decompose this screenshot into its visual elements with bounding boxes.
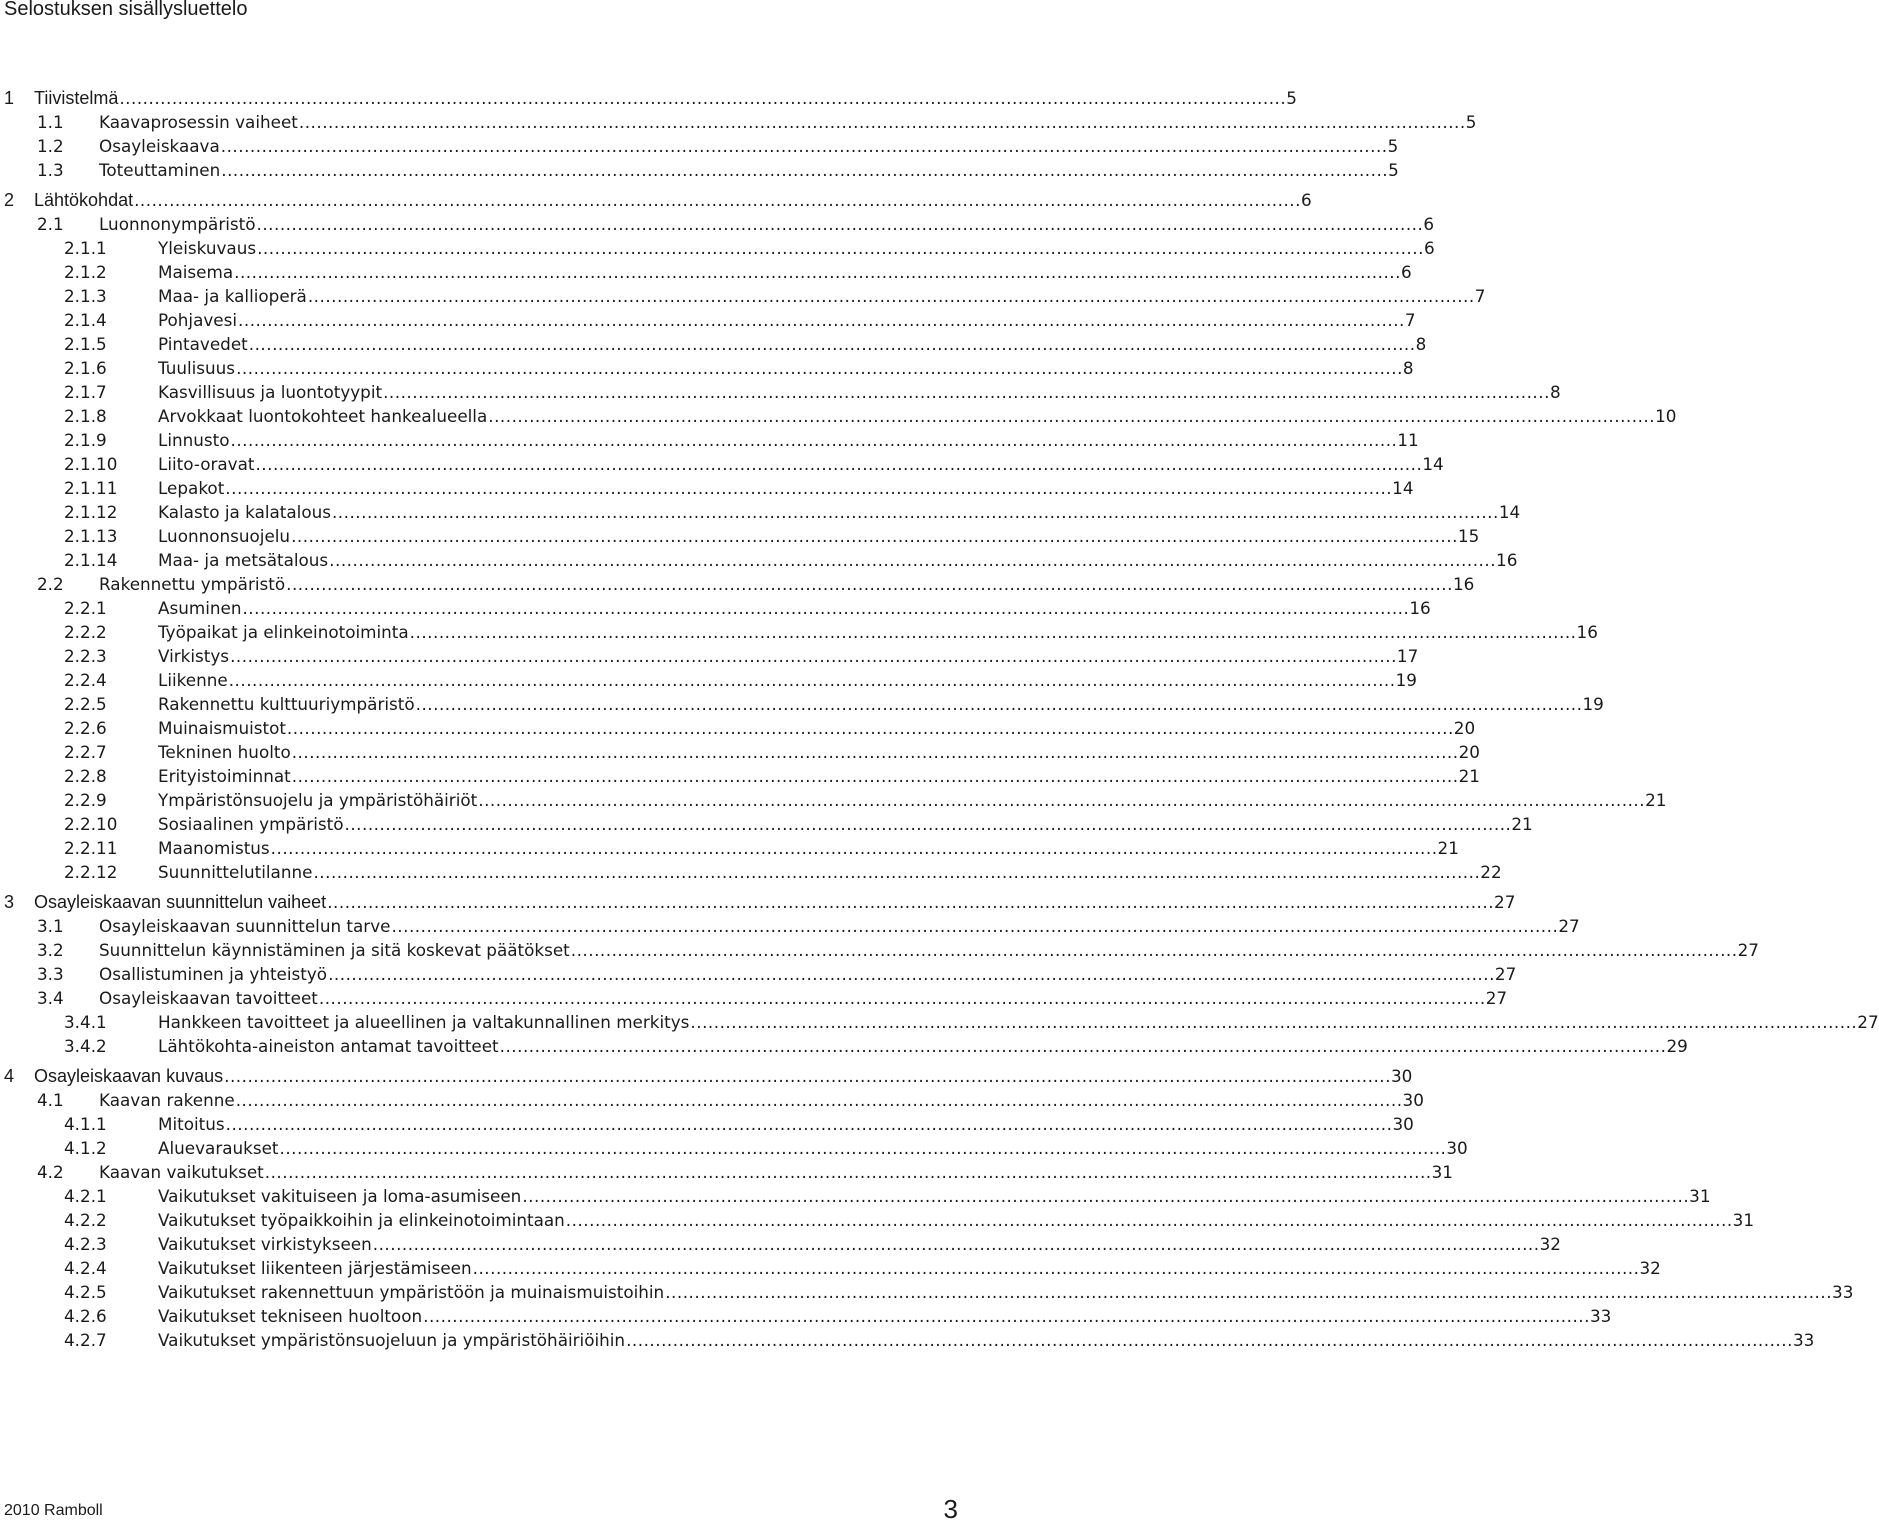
toc-entry-number: 4.2.7	[64, 1330, 107, 1350]
footer-page-number: 3	[943, 1494, 958, 1524]
toc-entry-number: 2.1.4	[64, 310, 107, 330]
toc-entry-title: Työpaikat ja elinkeinotoiminta	[158, 622, 409, 642]
toc-entry-number: 2.2.4	[64, 670, 107, 690]
toc-entry-number: 2.2.3	[64, 646, 107, 666]
toc-entry-page: 14	[1392, 478, 1414, 498]
toc-entry-number: 4.2.5	[64, 1282, 107, 1302]
toc-dot-leader: ........................................................................................................................................................................................................	[331, 502, 1499, 522]
toc-entry[interactable]	[0, 1011, 1879, 1033]
toc-entry-number: 1	[4, 88, 15, 108]
toc-dot-leader: ........................................................................................................................................................................................................	[372, 1234, 1540, 1254]
toc-entry-title: Osayleiskaavan suunnittelun tarve	[99, 916, 391, 936]
toc-entry-number: 2.1.9	[64, 430, 107, 450]
toc-entry-number: 2.2.8	[64, 766, 107, 786]
toc-entry-page: 31	[1689, 1186, 1711, 1206]
toc-entry-title: Kaavan vaikutukset	[99, 1162, 264, 1182]
toc-entry[interactable]	[0, 381, 1561, 403]
toc-entry[interactable]	[0, 987, 1508, 1009]
toc-entry[interactable]	[0, 1161, 1453, 1183]
toc-entry[interactable]	[0, 717, 1476, 739]
toc-entry-number: 4	[4, 1066, 15, 1086]
toc-entry-page: 31	[1732, 1210, 1755, 1230]
toc-entry-page: 16	[1452, 574, 1475, 594]
toc-entry-number: 1.1	[37, 112, 64, 132]
toc-entry-title: Liito-oravat	[158, 454, 255, 474]
toc-dot-leader: ........................................................................................................................................................................................................	[242, 598, 1410, 618]
toc-entry-title: Luonnonympäristö	[99, 214, 256, 234]
toc-entry-page: 8	[1402, 358, 1414, 378]
toc-dot-leader: ........................................................................................................................................................................................................	[472, 1258, 1640, 1278]
toc-entry[interactable]	[0, 789, 1667, 811]
toc-dot-leader: ........................................................................................................................................................................................................	[478, 790, 1646, 810]
toc-entry-number: 2.1.13	[64, 526, 118, 546]
toc-entry-number: 4.2.1	[64, 1186, 107, 1206]
toc-entry-title: Maa- ja metsätalous	[158, 550, 329, 570]
toc-entry-title: Vaikutukset vakituiseen ja loma-asumiseen	[158, 1186, 522, 1206]
toc-entry-number: 2.1.1	[64, 238, 107, 258]
toc-entry-page: 20	[1453, 718, 1476, 738]
toc-entry-number: 2.1.14	[64, 550, 118, 570]
toc-dot-leader: ........................................................................................................................................................................................................	[119, 88, 1287, 108]
toc-entry[interactable]	[0, 939, 1759, 961]
toc-entry-title: Suunnittelutilanne	[158, 862, 313, 882]
toc-entry-page: 16	[1409, 598, 1431, 618]
toc-entry[interactable]	[0, 837, 1459, 859]
toc-entry-page: 29	[1666, 1036, 1688, 1056]
toc-entry-number: 2.1.2	[64, 262, 107, 282]
toc-dot-leader: ........................................................................................................................................................................................................	[230, 430, 1398, 450]
toc-entry[interactable]	[0, 813, 1533, 835]
toc-entry-page: 16	[1576, 622, 1598, 642]
toc-entry[interactable]	[0, 477, 1414, 499]
toc-entry-title: Hankkeen tavoitteet ja alueellinen ja valtakunnallinen merkitys	[158, 1012, 690, 1032]
toc-entry[interactable]	[0, 597, 1431, 619]
toc-entry[interactable]	[0, 429, 1419, 451]
toc-entry-title: Pintavedet	[158, 334, 248, 354]
toc-entry-title: Maisema	[158, 262, 234, 282]
toc-dot-leader: ........................................................................................................................................................................................................	[234, 262, 1401, 282]
toc-entry-number: 2.1.5	[64, 334, 107, 354]
toc-entry-title: Rakennettu ympäristö	[99, 574, 286, 594]
toc-entry-page: 14	[1422, 454, 1444, 474]
toc-entry[interactable]	[0, 309, 1416, 331]
toc-entry[interactable]	[0, 453, 1444, 475]
toc-entry-title: Ympäristönsuojelu ja ympäristöhäiriöt	[158, 790, 478, 810]
toc-entry[interactable]	[0, 891, 1516, 913]
toc-entry-number: 3.1	[37, 916, 64, 936]
toc-entry-title: Mitoitus	[158, 1114, 225, 1134]
toc-entry-title: Virkistys	[158, 646, 230, 666]
toc-dot-leader: ........................................................................................................................................................................................................	[329, 550, 1497, 570]
toc-entry-title: Vaikutukset tekniseen huoltoon	[158, 1306, 423, 1326]
toc-dot-leader: ........................................................................................................................................................................................................	[257, 238, 1424, 258]
toc-entry[interactable]	[0, 525, 1480, 547]
toc-entry-number: 1.3	[37, 160, 64, 180]
toc-entry-page: 32	[1639, 1258, 1661, 1278]
toc-entry[interactable]	[0, 213, 1435, 235]
toc-dot-leader: ........................................................................................................................................................................................................	[522, 1186, 1690, 1206]
toc-entry[interactable]	[0, 285, 1486, 307]
toc-dot-leader: ........................................................................................................................................................................................................	[235, 1090, 1403, 1110]
toc-dot-leader: ........................................................................................................................................................................................................	[224, 1066, 1391, 1086]
toc-entry-page: 6	[1300, 190, 1312, 210]
toc-entry-number: 4.2.2	[64, 1210, 107, 1230]
toc-entry-title: Aluevaraukset	[158, 1138, 279, 1158]
toc-dot-leader: ........................................................................................................................................................................................................	[328, 964, 1495, 984]
toc-entry-title: Vaikutukset liikenteen järjestämiseen	[158, 1258, 472, 1278]
toc-dot-leader: ........................................................................................................................................................................................................	[291, 742, 1459, 762]
toc-entry[interactable]	[0, 159, 1399, 181]
toc-entry[interactable]	[0, 1209, 1755, 1231]
toc-entry-title: Rakennettu kulttuuriympäristö	[158, 694, 415, 714]
toc-entry-title: Vaikutukset virkistykseen	[158, 1234, 372, 1254]
toc-dot-leader: ........................................................................................................................................................................................................	[225, 1114, 1393, 1134]
toc-entry-page: 32	[1539, 1234, 1561, 1254]
toc-dot-leader: ........................................................................................................................................................................................................	[499, 1036, 1667, 1056]
footer-publisher: 2010 Ramboll	[4, 1502, 103, 1519]
toc-entry[interactable]	[0, 405, 1677, 427]
toc-entry-page: 27	[1857, 1012, 1879, 1032]
toc-dot-leader: ........................................................................................................................................................................................................	[415, 694, 1583, 714]
toc-dot-leader: ........................................................................................................................................................................................................	[307, 286, 1475, 306]
toc-dot-leader: ........................................................................................................................................................................................................	[230, 646, 1397, 666]
toc-entry-title: Osayleiskaavan suunnittelun vaiheet	[34, 892, 327, 912]
toc-entry-title: Lähtökohta-aineiston antamat tavoitteet	[158, 1036, 499, 1056]
toc-entry-page: 14	[1498, 502, 1521, 522]
toc-dot-leader: ........................................................................................................................................................................................................	[220, 136, 1388, 156]
toc-entry[interactable]	[0, 357, 1414, 379]
toc-entry[interactable]	[0, 1329, 1815, 1351]
toc-entry[interactable]	[0, 963, 1517, 985]
toc-entry-number: 2.2.2	[64, 622, 107, 642]
toc-dot-leader: ........................................................................................................................................................................................................	[665, 1282, 1833, 1302]
toc-dot-leader: ........................................................................................................................................................................................................	[279, 1138, 1447, 1158]
toc-entry-page: 5	[1387, 136, 1399, 156]
toc-dot-leader: ........................................................................................................................................................................................................	[286, 718, 1454, 738]
toc-entry-title: Liikenne	[158, 670, 228, 690]
toc-entry-title: Tekninen huolto	[158, 742, 291, 762]
toc-dot-leader: ........................................................................................................................................................................................................	[383, 382, 1550, 402]
toc-entry-title: Osallistuminen ja yhteistyö	[99, 964, 328, 984]
toc-entry[interactable]	[0, 693, 1604, 715]
toc-entry[interactable]	[0, 1035, 1688, 1057]
page-title: Selostuksen sisällysluettelo	[4, 0, 248, 20]
toc-entry-title: Pohjavesi	[158, 310, 238, 330]
toc-entry-title: Kaavan rakenne	[99, 1090, 235, 1110]
toc-dot-leader: ........................................................................................................................................................................................................	[298, 112, 1466, 132]
toc-entry[interactable]	[0, 549, 1518, 571]
toc-entry[interactable]	[0, 189, 1312, 211]
toc-entry-page: 27	[1558, 916, 1580, 936]
toc-entry-number: 3.4.1	[64, 1012, 107, 1032]
toc-entry[interactable]	[0, 261, 1412, 283]
toc-entry-number: 2.2.5	[64, 694, 107, 714]
toc-entry-title: Erityistoiminnat	[158, 766, 291, 786]
toc-entry-number: 2.2.12	[64, 862, 118, 882]
toc-entry-page: 33	[1832, 1282, 1854, 1302]
toc-entry-page: 21	[1645, 790, 1667, 810]
toc-entry-page: 21	[1437, 838, 1459, 858]
toc-dot-leader: ........................................................................................................................................................................................................	[228, 670, 1396, 690]
toc-dot-leader: ........................................................................................................................................................................................................	[570, 940, 1738, 960]
toc-entry-number: 2.2.10	[64, 814, 118, 834]
toc-dot-leader: ........................................................................................................................................................................................................	[236, 358, 1403, 378]
toc-entry-page: 6	[1400, 262, 1412, 282]
toc-entry-page: 6	[1423, 238, 1435, 258]
toc-dot-leader: ........................................................................................................................................................................................................	[409, 622, 1577, 642]
toc-entry-title: Linnusto	[158, 430, 230, 450]
toc-dot-leader: ........................................................................................................................................................................................................	[291, 766, 1459, 786]
toc-entry-page: 27	[1494, 964, 1517, 984]
toc-entry[interactable]	[0, 573, 1475, 595]
toc-entry-number: 2.2.9	[64, 790, 107, 810]
toc-entry-number: 2.2.1	[64, 598, 107, 618]
toc-entry[interactable]	[0, 1185, 1711, 1207]
toc-entry-page: 30	[1392, 1114, 1414, 1134]
toc-dot-leader: ........................................................................................................................................................................................................	[423, 1306, 1590, 1326]
toc-entry-page: 8	[1415, 334, 1427, 354]
toc-entry-title: Luonnonsuojelu	[158, 526, 291, 546]
toc-dot-leader: ........................................................................................................................................................................................................	[690, 1012, 1858, 1032]
toc-entry-page: 7	[1404, 310, 1416, 330]
toc-entry-page: 6	[1423, 214, 1435, 234]
toc-entry-title: Arvokkaat luontokohteet hankealueella	[158, 406, 488, 426]
toc-dot-leader: ........................................................................................................................................................................................................	[344, 814, 1512, 834]
toc-entry-page: 27	[1485, 988, 1508, 1008]
toc-entry[interactable]	[0, 1281, 1854, 1303]
toc-entry-page: 16	[1496, 550, 1518, 570]
toc-entry[interactable]	[0, 501, 1521, 523]
toc-dot-leader: ........................................................................................................................................................................................................	[270, 838, 1438, 858]
toc-entry[interactable]	[0, 645, 1419, 667]
toc-entry[interactable]	[0, 111, 1477, 133]
toc-entry-number: 2.2.11	[64, 838, 118, 858]
toc-dot-leader: ........................................................................................................................................................................................................	[264, 1162, 1432, 1182]
toc-entry[interactable]	[0, 1233, 1561, 1255]
toc-entry-title: Kasvillisuus ja luontotyypit	[158, 382, 383, 402]
toc-entry[interactable]	[0, 1305, 1612, 1327]
toc-entry-title: Yleiskuvaus	[158, 238, 257, 258]
toc-entry[interactable]	[0, 237, 1435, 259]
toc-entry-page: 30	[1446, 1138, 1468, 1158]
toc-entry-number: 2.1.7	[64, 382, 107, 402]
toc-entry-title: Vaikutukset työpaikkoihin ja elinkeinotoimintaan	[158, 1210, 565, 1230]
toc-entry-number: 2.1.12	[64, 502, 118, 522]
toc-entry-page: 5	[1465, 112, 1477, 132]
toc-entry-page: 11	[1397, 430, 1419, 450]
toc-dot-leader: ........................................................................................................................................................................................................	[221, 160, 1389, 180]
toc-entry-number: 4.1.1	[64, 1114, 107, 1134]
toc-entry-page: 21	[1458, 766, 1480, 786]
toc-entry-title: Tuulisuus	[158, 358, 236, 378]
toc-entry-number: 4.2.6	[64, 1306, 107, 1326]
toc-dot-leader: ........................................................................................................................................................................................................	[391, 916, 1559, 936]
toc-entry[interactable]	[0, 1113, 1414, 1135]
toc-dot-leader: ........................................................................................................................................................................................................	[134, 190, 1301, 210]
toc-entry-page: 21	[1511, 814, 1533, 834]
toc-dot-leader: ........................................................................................................................................................................................................	[318, 988, 1486, 1008]
toc-entry[interactable]	[0, 1137, 1468, 1159]
toc-entry-page: 33	[1792, 1330, 1815, 1350]
toc-dot-leader: ........................................................................................................................................................................................................	[225, 478, 1393, 498]
toc-entry-page: 30	[1402, 1090, 1424, 1110]
toc-dot-leader: ........................................................................................................................................................................................................	[626, 1330, 1793, 1350]
toc-entry-number: 2.1	[37, 214, 64, 234]
toc-entry-page: 5	[1388, 160, 1399, 180]
toc-entry-title: Tiivistelmä	[34, 88, 119, 108]
toc-entry-number: 3.3	[37, 964, 64, 984]
toc-entry-title: Lähtökohdat	[34, 190, 134, 210]
toc-entry-number: 3.4	[37, 988, 64, 1008]
toc-entry-title: Toteuttaminen	[99, 160, 221, 180]
toc-entry-page: 30	[1390, 1066, 1413, 1086]
toc-entry[interactable]	[0, 861, 1502, 883]
toc-dot-leader: ........................................................................................................................................................................................................	[238, 310, 1405, 330]
toc-entry-number: 2.1.10	[64, 454, 118, 474]
toc-entry-number: 2.1.8	[64, 406, 107, 426]
toc-entry-number: 2.2	[37, 574, 64, 594]
toc-entry-title: Muinaismuistot	[158, 718, 286, 738]
toc-entry[interactable]	[0, 333, 1427, 355]
toc-entry-number: 4.1	[37, 1090, 64, 1110]
toc-entry-page: 15	[1457, 526, 1480, 546]
toc-entry-page: 27	[1737, 940, 1759, 960]
toc-entry-number: 1.2	[37, 136, 64, 156]
toc-dot-leader: ........................................................................................................................................................................................................	[291, 526, 1458, 546]
toc-entry[interactable]	[0, 669, 1417, 691]
toc-entry[interactable]	[0, 915, 1580, 937]
toc-entry-page: 27	[1494, 892, 1516, 912]
toc-entry-title: Lepakot	[158, 478, 225, 498]
toc-dot-leader: ........................................................................................................................................................................................................	[256, 214, 1424, 234]
toc-entry-page: 10	[1655, 406, 1677, 426]
toc-entry-page: 7	[1474, 286, 1486, 306]
toc-entry-page: 8	[1549, 382, 1561, 402]
toc-entry-page: 20	[1458, 742, 1480, 762]
toc-entry-page: 22	[1480, 862, 1502, 882]
toc-entry-page: 5	[1286, 88, 1297, 108]
toc-entry[interactable]	[0, 1257, 1661, 1279]
toc-entry[interactable]	[0, 765, 1480, 787]
toc-entry[interactable]	[0, 1089, 1424, 1111]
toc-entry-page: 17	[1396, 646, 1419, 666]
toc-entry-title: Maanomistus	[158, 838, 270, 858]
toc-entry-title: Osayleiskaava	[99, 136, 220, 156]
toc-entry-title: Maa- ja kallioperä	[158, 286, 307, 306]
toc-entry[interactable]	[0, 87, 1297, 109]
toc-entry-title: Kalasto ja kalatalous	[158, 502, 331, 522]
toc-entry-number: 4.1.2	[64, 1138, 107, 1158]
toc-entry-title: Suunnittelun käynnistäminen ja sitä koskevat päätökset	[99, 940, 570, 960]
toc-entry-number: 4.2.4	[64, 1258, 107, 1278]
toc-entry[interactable]	[0, 741, 1480, 763]
toc-entry-title: Osayleiskaavan kuvaus	[34, 1066, 224, 1086]
toc-entry-number: 2.1.11	[64, 478, 118, 498]
toc-dot-leader: ........................................................................................................................................................................................................	[313, 862, 1481, 882]
toc-entry-number: 2.2.6	[64, 718, 107, 738]
toc-entry-number: 4.2	[37, 1162, 64, 1182]
toc-dot-leader: ........................................................................................................................................................................................................	[286, 574, 1453, 594]
toc-dot-leader: ........................................................................................................................................................................................................	[248, 334, 1416, 354]
toc-entry-title: Vaikutukset ympäristönsuojeluun ja ympäristöhäiriöihin	[158, 1330, 626, 1350]
toc-entry-page: 33	[1589, 1306, 1612, 1326]
toc-dot-leader: ........................................................................................................................................................................................................	[255, 454, 1423, 474]
toc-entry-number: 3	[4, 892, 15, 912]
toc-entry-title: Sosiaalinen ympäristö	[158, 814, 344, 834]
toc-entry[interactable]	[0, 621, 1598, 643]
toc-entry-page: 31	[1431, 1162, 1453, 1182]
toc-entry-page: 19	[1395, 670, 1417, 690]
toc-entry-title: Osayleiskaavan tavoitteet	[99, 988, 318, 1008]
toc-entry-number: 2.1.6	[64, 358, 107, 378]
toc-entry-number: 2.1.3	[64, 286, 107, 306]
toc-entry-page: 19	[1582, 694, 1604, 714]
toc-dot-leader: ........................................................................................................................................................................................................	[565, 1210, 1733, 1230]
toc-entry-number: 3.2	[37, 940, 64, 960]
toc-entry-number: 4.2.3	[64, 1234, 107, 1254]
toc-entry[interactable]	[0, 1065, 1413, 1087]
toc-entry-number: 2.2.7	[64, 742, 107, 762]
toc-dot-leader: ........................................................................................................................................................................................................	[327, 892, 1495, 912]
toc-dot-leader: ........................................................................................................................................................................................................	[488, 406, 1656, 426]
toc-entry-title: Vaikutukset rakennettuun ympäristöön ja muinaismuistoihin	[158, 1282, 665, 1302]
toc-entry-number: 2	[4, 190, 15, 210]
toc-entry[interactable]	[0, 135, 1399, 157]
toc-entry-title: Kaavaprosessin vaiheet	[99, 112, 298, 132]
toc-entry-title: Asuminen	[158, 598, 242, 618]
toc-entry-number: 3.4.2	[64, 1036, 107, 1056]
